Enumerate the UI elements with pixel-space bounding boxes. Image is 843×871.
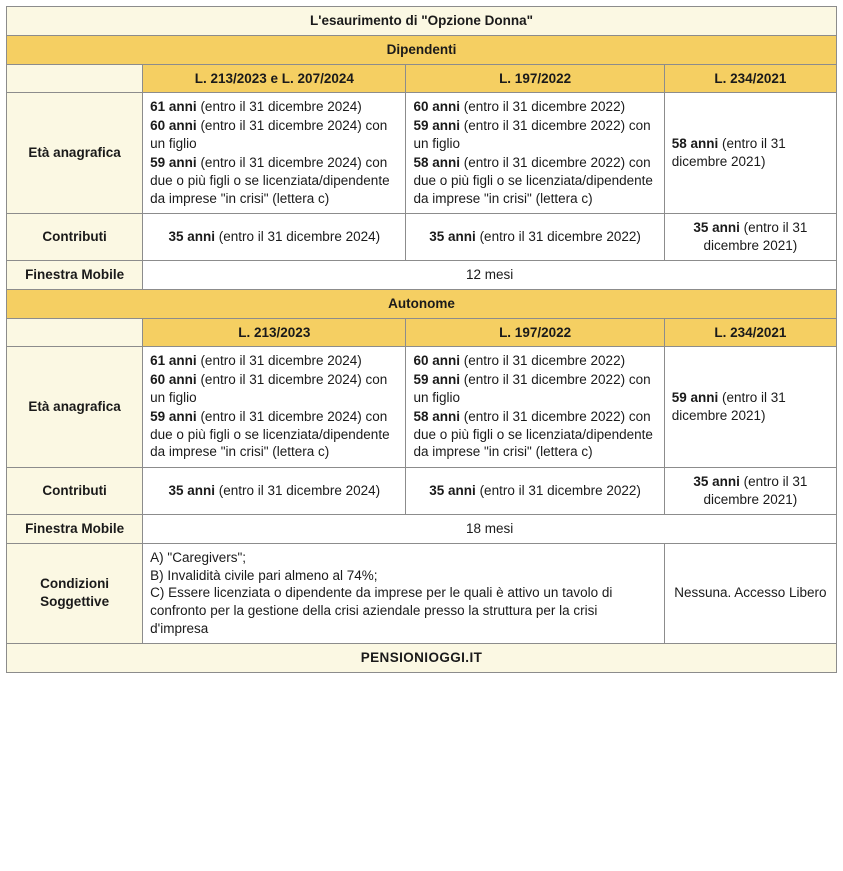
contributions-cell-dipendenti-2: 35 anni (entro il 31 dicembre 2022) bbox=[406, 214, 664, 261]
law-header-5: L. 197/2022 bbox=[406, 318, 664, 347]
table-row-laws-autonome bbox=[7, 318, 837, 347]
age-cell-dipendenti-1: 61 anni (entro il 31 dicembre 2024) 60 anni (entro il 31 dicembre 2024) con un figlio 59 anni (entro il 31 dicembre 2024) con due o più figli o se licenziata/dipendente da imprese "in crisi" (lettera c) bbox=[143, 93, 406, 214]
age-cell-autonome-3: 59 anni (entro il 31 dicembre 2021) bbox=[664, 347, 836, 468]
conditions-free-access: Nessuna. Accesso Libero bbox=[664, 543, 836, 643]
section-header-autonome: Autonome bbox=[7, 289, 837, 318]
window-value-autonome: 18 mesi bbox=[143, 514, 837, 543]
law-header-6: L. 234/2021 bbox=[664, 318, 836, 347]
corner-cell-autonome bbox=[7, 318, 143, 347]
window-value-dipendenti: 12 mesi bbox=[143, 260, 837, 289]
row-label-contributions-dipendenti: Contributi bbox=[7, 214, 143, 261]
row-label-window-autonome: Finestra Mobile bbox=[7, 514, 143, 543]
contributions-cell-autonome-3: 35 anni (entro il 31 dicembre 2021) bbox=[664, 468, 836, 515]
corner-cell-dipendenti bbox=[7, 64, 143, 93]
age-cell-autonome-2: 60 anni (entro il 31 dicembre 2022) 59 anni (entro il 31 dicembre 2022) con un figlio 58 anni (entro il 31 dicembre 2022) con due o più figli o se licenziata/dipendente da imprese "in crisi" (lettera c) bbox=[406, 347, 664, 468]
table-row-window-dipendenti bbox=[7, 260, 837, 289]
row-label-contributions-autonome: Contributi bbox=[7, 468, 143, 515]
law-header-1: L. 213/2023 e L. 207/2024 bbox=[143, 64, 406, 93]
table-row-conditions bbox=[7, 543, 837, 643]
law-header-3: L. 234/2021 bbox=[664, 64, 836, 93]
opzione-donna-table bbox=[6, 6, 837, 673]
row-label-window-dipendenti: Finestra Mobile bbox=[7, 260, 143, 289]
table-row-laws-dipendenti bbox=[7, 64, 837, 93]
age-cell-dipendenti-3: 58 anni (entro il 31 dicembre 2021) bbox=[664, 93, 836, 214]
table-row-age-dipendenti bbox=[7, 93, 837, 214]
table-row-contributions-autonome bbox=[7, 468, 837, 515]
contributions-cell-autonome-2: 35 anni (entro il 31 dicembre 2022) bbox=[406, 468, 664, 515]
table-row-section-dipendenti bbox=[7, 35, 837, 64]
table-row-title bbox=[7, 7, 837, 36]
law-header-2: L. 197/2022 bbox=[406, 64, 664, 93]
contributions-cell-dipendenti-1: 35 anni (entro il 31 dicembre 2024) bbox=[143, 214, 406, 261]
table-row-footer bbox=[7, 643, 837, 672]
page-title: L'esaurimento di "Opzione Donna" bbox=[7, 7, 837, 36]
law-header-4: L. 213/2023 bbox=[143, 318, 406, 347]
age-cell-autonome-1: 61 anni (entro il 31 dicembre 2024) 60 anni (entro il 31 dicembre 2024) con un figlio 59 anni (entro il 31 dicembre 2024) con due o più figli o se licenziata/dipendente da imprese "in crisi" (lettera c) bbox=[143, 347, 406, 468]
table-row-section-autonome bbox=[7, 289, 837, 318]
contributions-cell-autonome-1: 35 anni (entro il 31 dicembre 2024) bbox=[143, 468, 406, 515]
age-cell-dipendenti-2: 60 anni (entro il 31 dicembre 2022) 59 anni (entro il 31 dicembre 2022) con un figlio 58 anni (entro il 31 dicembre 2022) con due o più figli o se licenziata/dipendente da imprese "in crisi" (lettera c) bbox=[406, 93, 664, 214]
row-label-age-autonome: Età anagrafica bbox=[7, 347, 143, 468]
row-label-age-dipendenti: Età anagrafica bbox=[7, 93, 143, 214]
contributions-cell-dipendenti-3: 35 anni (entro il 31 dicembre 2021) bbox=[664, 214, 836, 261]
conditions-list: A) "Caregivers"; B) Invalidità civile pari almeno al 74%; C) Essere licenziata o dipendente da imprese per le quali è attivo un tavolo di confronto per la gestione della crisi aziendale presso la struttura per la crisi d'impresa bbox=[143, 543, 665, 643]
table-row-window-autonome bbox=[7, 514, 837, 543]
source-watermark: PENSIONIOGGI.IT bbox=[7, 643, 837, 672]
table-row-age-autonome bbox=[7, 347, 837, 468]
table-row-contributions-dipendenti bbox=[7, 214, 837, 261]
row-label-conditions: Condizioni Soggettive bbox=[7, 543, 143, 643]
section-header-dipendenti: Dipendenti bbox=[7, 35, 837, 64]
